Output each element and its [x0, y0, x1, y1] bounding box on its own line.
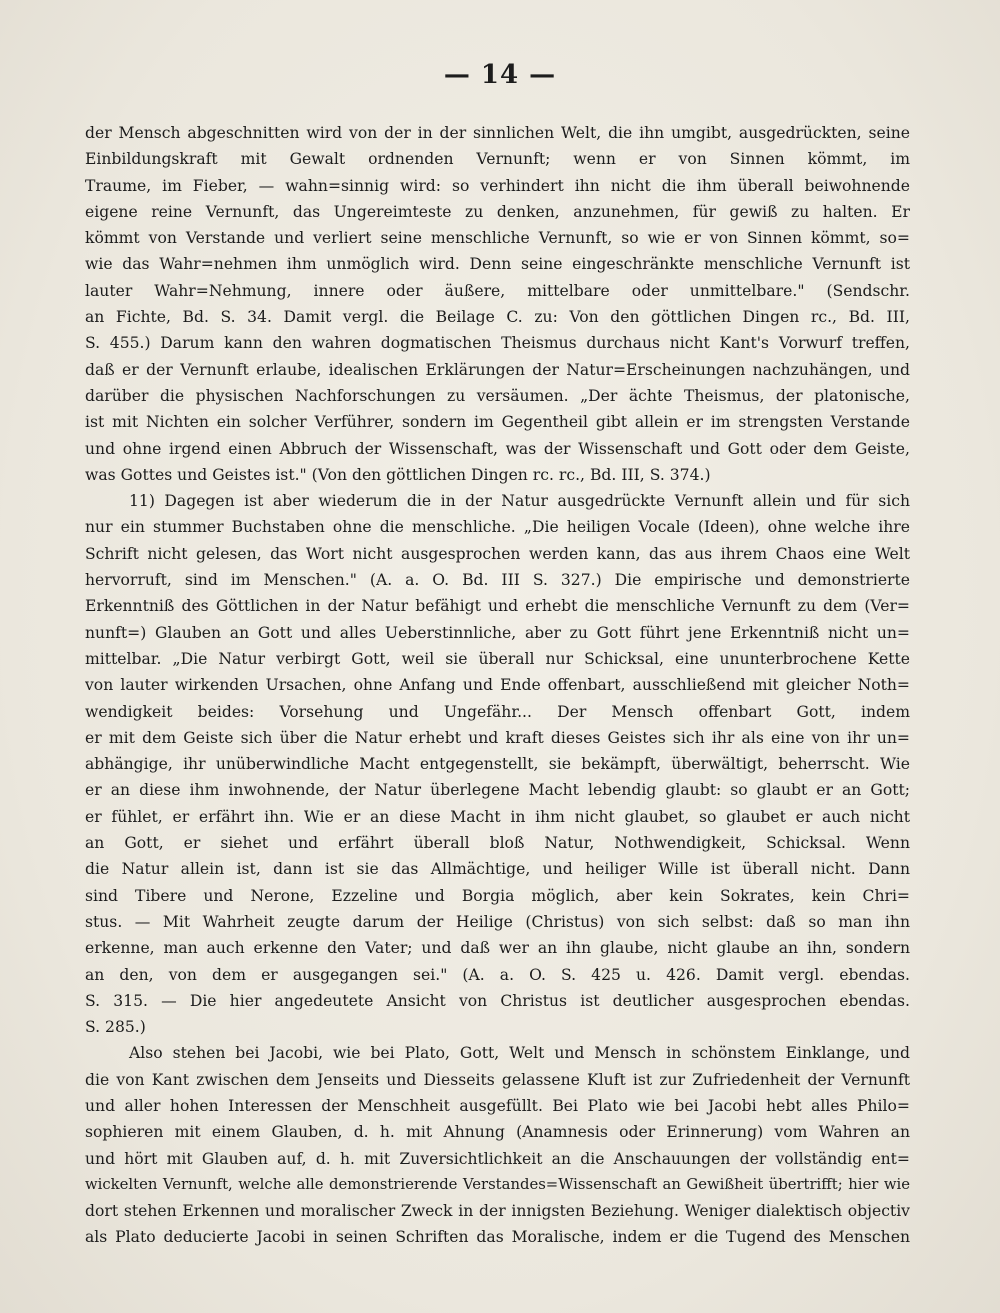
text-line: S. 285.) [85, 1018, 146, 1037]
text-line: nur ein stummer Buchstaben ohne die menschliche. „Die heiligen Vocale (Ideen), ohne welche ihre [85, 518, 910, 537]
page-number: — 14 — [443, 60, 557, 90]
text-line: abhängige, ihr unüberwindliche Macht entgegenstellt, sie bekämpft, überwältigt, beherrscht. Wie [85, 755, 910, 774]
text-line: wendigkeit beides: Vorsehung und Ungefähr... Der Mensch offenbart Gott, indem [85, 702, 910, 721]
text-line: Traume, im Fieber, — wahn=sinnig wird: so verhindert ihn nicht die ihm überall beiwohnende [85, 176, 910, 195]
text-line: die Natur allein ist, dann ist sie das Allmächtige, und heiliger Wille ist überall nicht. Dann [85, 860, 910, 879]
text-line: dort stehen Erkennen und moralischer Zweck in der innigsten Beziehung. Weniger dialektisch objectiv [85, 1202, 910, 1221]
text-line: stus. — Mit Wahrheit zeugte darum der Heilige (Christus) von sich selbst: daß so man ihn [85, 912, 910, 931]
text-line: an Fichte, Bd. S. 34. Damit vergl. die Beilage C. zu: Von den göttlichen Dingen rc., Bd. III, [85, 308, 910, 327]
text-line: er an diese ihm inwohnende, der Natur überlegene Macht lebendig glaubt: so glaubt er an Gott; [85, 781, 910, 800]
text-line: er fühlet, er erfährt ihn. Wie er an diese Macht in ihm nicht glaubet, so glaubet er auch nicht [85, 807, 910, 826]
text-line: daß er der Vernunft erlaube, idealischen Erklärungen der Natur=Erscheinungen nachzuhängen, und [85, 360, 910, 379]
text-line: kömmt von Verstande und verliert seine menschliche Vernunft, so wie er von Sinnen kömmt, so= [85, 229, 910, 248]
text-line: wickelten Vernunft, welche alle demonstrierende Verstandes=Wissenschaft an Gewißheit übertrifft; hier wie [85, 1175, 910, 1193]
text-line: von lauter wirkenden Ursachen, ohne Anfang und Ende offenbart, ausschließend mit gleicher Noth= [85, 676, 910, 695]
text-line: und ohne irgend einen Abbruch der Wissenschaft, was der Wissenschaft und Gott oder dem Geiste, [85, 439, 910, 458]
text-line: was Gottes und Geistes ist." (Von den göttlichen Dingen rc. rc., Bd. III, S. 374.) [85, 465, 711, 484]
text-line: Also stehen bei Jacobi, wie bei Plato, Gott, Welt und Mensch in schönstem Einklange, und [129, 1044, 910, 1063]
text-line: S. 455.) Darum kann den wahren dogmatischen Theismus durchaus nicht Kant's Vorwurf treffen, [85, 334, 910, 353]
text-line: nunft=) Glauben an Gott und alles Ueberstinnliche, aber zu Gott führt jene Erkenntniß nicht un= [85, 623, 910, 642]
text-line: als Plato deducierte Jacobi in seinen Schriften das Moralische, indem er die Tugend des Menschen [85, 1228, 910, 1247]
text-line: darüber die physischen Nachforschungen zu versäumen. „Der ächte Theismus, der platonische, [85, 386, 910, 405]
text-line: wie das Wahr=nehmen ihm unmöglich wird. Denn seine eingeschränkte menschliche Vernunft ist [85, 255, 910, 274]
text-line: erkenne, man auch erkenne den Vater; und daß wer an ihn glaube, nicht glaube an ihn, sondern [85, 939, 910, 958]
text-line: hervorruft, sind im Menschen." (A. a. O. Bd. III S. 327.) Die empirische und demonstrierte [85, 571, 910, 590]
text-line: mittelbar. „Die Natur verbirgt Gott, weil sie überall nur Schicksal, eine ununterbrochene Kette [85, 649, 910, 668]
text-line: Schrift nicht gelesen, das Wort nicht ausgesprochen werden kann, das aus ihrem Chaos eine Welt [85, 544, 910, 563]
text-line: sind Tibere und Nerone, Ezzeline und Borgia möglich, aber kein Sokrates, kein Chri= [85, 886, 910, 905]
text-line: sophieren mit einem Glauben, d. h. mit Ahnung (Anamnesis oder Erinnerung) vom Wahren an [85, 1123, 910, 1142]
text-line: ist mit Nichten ein solcher Verführer, sondern im Gegentheil gibt allein er im strengsten Verstande [85, 413, 910, 432]
text-line: der Mensch abgeschnitten wird von der in der sinnlichen Welt, die ihn umgibt, ausgedrückten, seine [85, 124, 910, 142]
text-line: an den, von dem er ausgegangen sei." (A. a. O. S. 425 u. 426. Damit vergl. ebendas. [85, 965, 910, 984]
body-text [85, 120, 910, 1251]
text-line: lauter Wahr=Nehmung, innere oder äußere, mittelbare oder unmittelbare." (Sendschr. [85, 281, 910, 300]
text-line: und hört mit Glauben auf, d. h. mit Zuversichtlichkeit an die Anschauungen der vollständig ent= [85, 1149, 910, 1168]
text-line: Erkenntniß des Göttlichen in der Natur befähigt und erhebt die menschliche Vernunft zu dem (Ver= [85, 597, 910, 616]
text-line: 11) Dagegen ist aber wiederum die in der Natur ausgedrückte Vernunft allein und für sich [129, 492, 910, 511]
text-line: an Gott, er siehet und erfährt überall bloß Natur, Nothwendigkeit, Schicksal. Wenn [85, 834, 910, 853]
text-line: S. 315. — Die hier angedeutete Ansicht von Christus ist deutlicher ausgesprochen ebendas. [85, 991, 910, 1010]
text-line: und aller hohen Interessen der Menschheit ausgefüllt. Bei Plato wie bei Jacobi hebt alles Philo= [85, 1096, 910, 1115]
text-line: Einbildungskraft mit Gewalt ordnenden Vernunft; wenn er von Sinnen kömmt, im [85, 150, 910, 169]
text-line: eigene reine Vernunft, das Ungereimteste zu denken, anzunehmen, für gewiß zu halten. Er [85, 202, 910, 221]
text-line: er mit dem Geiste sich über die Natur erhebt und kraft dieses Geistes sich ihr als eine von ihr un= [85, 728, 910, 747]
text-line: die von Kant zwischen dem Jenseits und Diesseits gelassene Kluft ist zur Zufriedenheit der Vernunft [85, 1070, 910, 1089]
